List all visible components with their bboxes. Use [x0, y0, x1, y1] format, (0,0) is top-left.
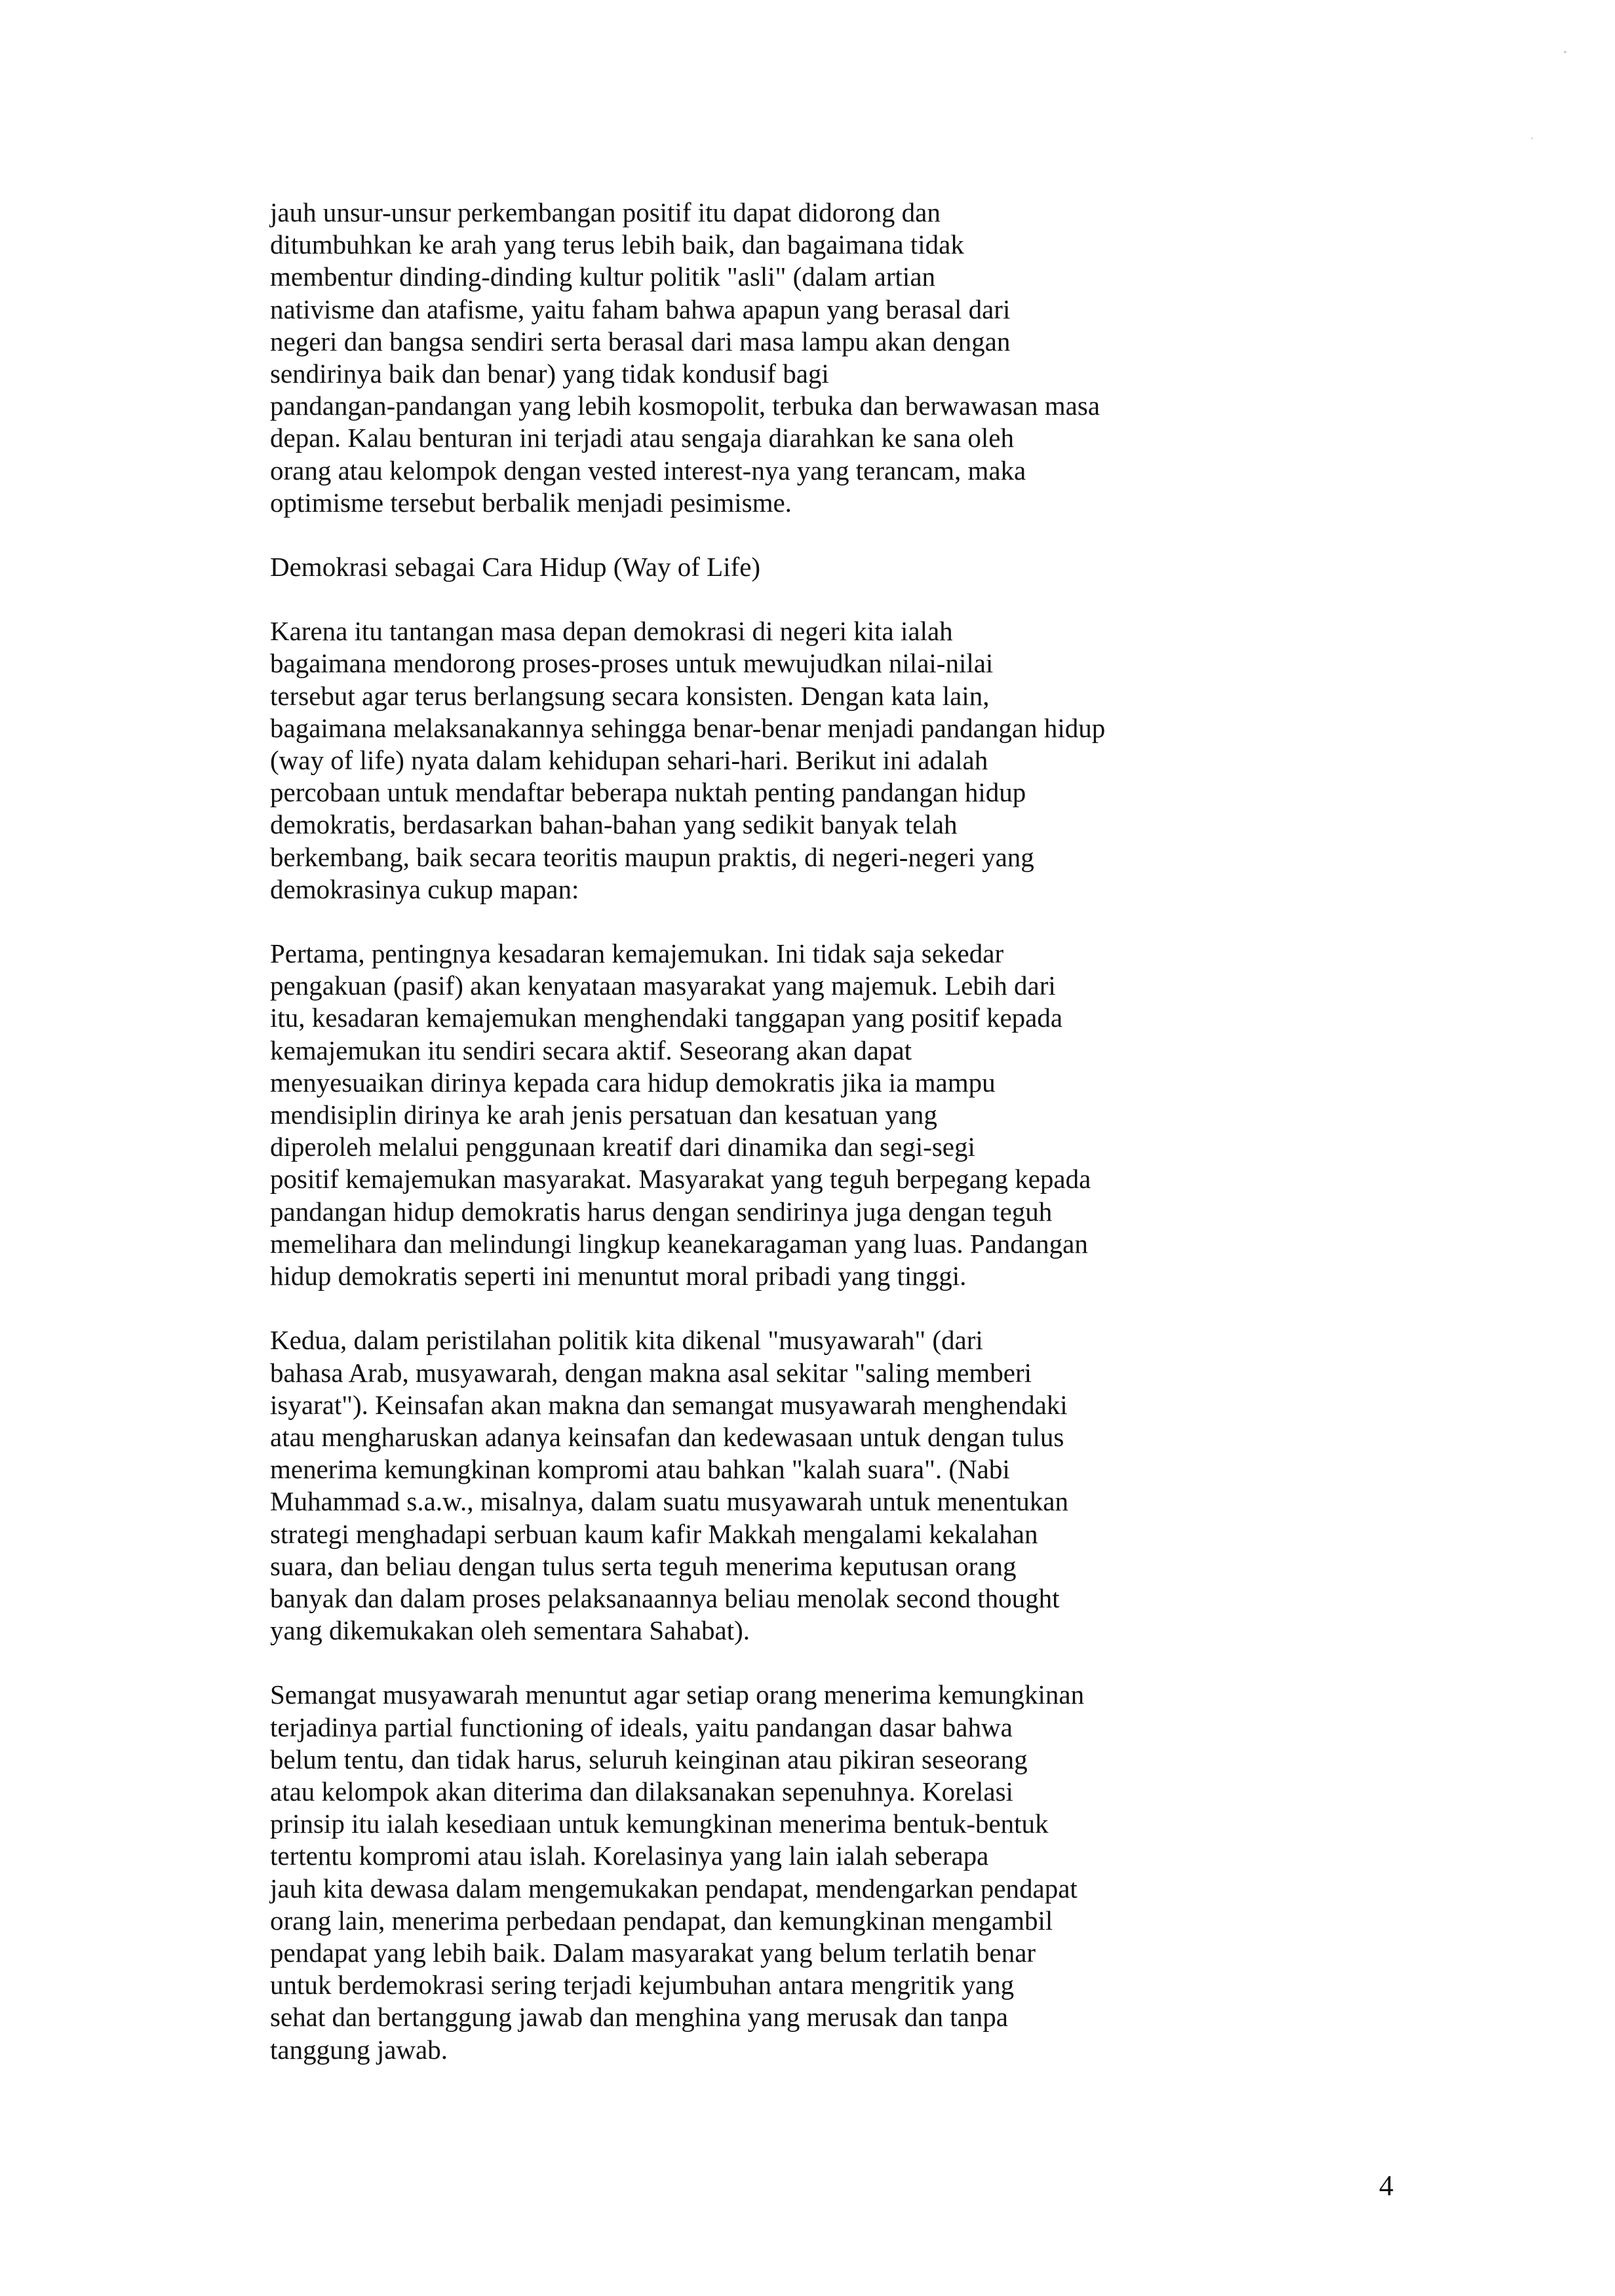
text-line: pandangan hidup demokratis harus dengan sendirinya juga dengan teguh — [270, 1196, 1053, 1227]
text-line: nativisme dan atafisme, yaitu faham bahwa apapun yang berasal dari — [270, 294, 1011, 324]
paragraph-gap — [270, 906, 1175, 938]
text-line: tanggung jawab. — [270, 2034, 448, 2065]
text-line: optimisme tersebut berbalik menjadi pesimisme. — [270, 487, 792, 518]
text-line: pandangan-pandangan yang lebih kosmopolit, terbuka dan berwawasan masa — [270, 391, 1100, 421]
paragraph-pertama — [270, 938, 1175, 1292]
text-line: sendirinya baik dan benar) yang tidak kondusif bagi — [270, 358, 829, 389]
text-line: pendapat yang lebih baik. Dalam masyarakat yang belum terlatih benar — [270, 1937, 1036, 1968]
text-line: demokrasinya cukup mapan: — [270, 873, 579, 904]
section-heading: Demokrasi sebagai Cara Hidup (Way of Life) — [270, 552, 761, 583]
text-line: depan. Kalau benturan ini terjadi atau sengaja diarahkan ke sana oleh — [270, 423, 1014, 453]
text-line: bahasa Arab, musyawarah, dengan makna asal sekitar "saling memberi — [270, 1357, 1032, 1388]
text-line: hidup demokratis seperti ini menuntut moral pribadi yang tinggi. — [270, 1261, 967, 1292]
text-line: strategi menghadapi serbuan kaum kafir Makkah mengalami kekalahan — [270, 1518, 1038, 1549]
text-line: isyarat"). Keinsafan akan makna dan semangat musyawarah menghendaki — [270, 1389, 1068, 1420]
paragraph-gap — [270, 519, 1175, 551]
text-line: belum tentu, dan tidak harus, seluruh keinginan atau pikiran seseorang — [270, 1744, 1028, 1774]
text-line: demokratis, berdasarkan bahan-bahan yang sedikit banyak telah — [270, 809, 958, 840]
text-line: tertentu kompromi atau islah. Korelasinya yang lain ialah seberapa — [270, 1841, 989, 1871]
text-line: mendisiplin dirinya ke arah jenis persatuan dan kesatuan yang — [270, 1100, 937, 1130]
text-line: (way of life) nyata dalam kehidupan sehari-hari. Berikut ini adalah — [270, 745, 988, 776]
text-line: jauh unsur-unsur perkembangan positif itu dapat didorong dan — [270, 197, 941, 227]
intro-paragraph — [270, 197, 1175, 519]
text-line: bagaimana mendorong proses-proses untuk mewujudkan nilai-nilai — [270, 648, 994, 679]
paragraph-gap — [270, 1292, 1175, 1324]
text-line: orang atau kelompok dengan vested interest-nya yang terancam, maka — [270, 455, 1026, 486]
text-line: jauh kita dewasa dalam mengemukakan pendapat, mendengarkan pendapat — [270, 1873, 1078, 1904]
text-line: banyak dan dalam proses pelaksanaannya beliau menolak second thought — [270, 1582, 1060, 1613]
body-text — [270, 197, 1175, 2066]
text-line: suara, dan beliau dengan tulus serta teguh menerima keputusan orang — [270, 1550, 1017, 1581]
text-line: menerima kemungkinan kompromi atau bahkan "kalah suara". (Nabi — [270, 1454, 1010, 1485]
text-line: Pertama, pentingnya kesadaran kemajemukan. Ini tidak saja sekedar — [270, 938, 1004, 969]
text-line: Kedua, dalam peristilahan politik kita dikenal "musyawarah" (dari — [270, 1325, 983, 1356]
text-line: sehat dan bertanggung jawab dan menghina yang merusak dan tanpa — [270, 2002, 1008, 2033]
text-line: orang lain, menerima perbedaan pendapat, dan kemungkinan mengambil — [270, 1905, 1053, 1936]
text-line: menyesuaikan dirinya kepada cara hidup demokratis jika ia mampu — [270, 1067, 996, 1098]
text-line: Karena itu tantangan masa depan demokrasi di negeri kita ialah — [270, 616, 953, 647]
page-number: 4 — [1379, 2170, 1393, 2202]
text-line: bagaimana melaksanakannya sehingga benar-benar menjadi pandangan hidup — [270, 712, 1106, 743]
text-line: ditumbuhkan ke arah yang terus lebih baik, dan bagaimana tidak — [270, 229, 964, 260]
scan-mark — [1564, 51, 1566, 53]
text-line: negeri dan bangsa sendiri serta berasal dari masa lampu akan dengan — [270, 326, 1011, 356]
text-line: diperoleh melalui penggunaan kreatif dari dinamika dan segi-segi — [270, 1132, 975, 1162]
paragraph-semangat-musyawarah — [270, 1679, 1175, 2065]
text-line: atau mengharuskan adanya keinsafan dan kedewasaan untuk dengan tulus — [270, 1421, 1064, 1452]
paragraph-gap — [270, 583, 1175, 615]
text-line: atau kelompok akan diterima dan dilaksanakan sepenuhnya. Korelasi — [270, 1776, 1013, 1807]
text-line: Semangat musyawarah menuntut agar setiap orang menerima kemungkinan — [270, 1679, 1085, 1710]
text-line: terjadinya partial functioning of ideals, yaitu pandangan dasar bahwa — [270, 1712, 1013, 1742]
text-line: positif kemajemukan masyarakat. Masyarakat yang teguh berpegang kepada — [270, 1164, 1091, 1195]
text-line: untuk berdemokrasi sering terjadi kejumbuhan antara mengritik yang — [270, 1970, 1015, 2000]
text-line: tersebut agar terus berlangsung secara konsisten. Dengan kata lain, — [270, 680, 990, 711]
text-line: prinsip itu ialah kesediaan untuk kemungkinan menerima bentuk-bentuk — [270, 1808, 1049, 1839]
paragraph-gap — [270, 1647, 1175, 1679]
text-line: itu, kesadaran kemajemukan menghendaki tanggapan yang positif kepada — [270, 1003, 1063, 1033]
text-line: pengakuan (pasif) akan kenyataan masyarakat yang majemuk. Lebih dari — [270, 970, 1056, 1001]
text-line: yang dikemukakan oleh sementara Sahabat). — [270, 1615, 750, 1646]
paragraph-kedua — [270, 1324, 1175, 1647]
text-line: percobaan untuk mendaftar beberapa nuktah penting pandangan hidup — [270, 777, 1026, 808]
text-line: kemajemukan itu sendiri secara aktif. Seseorang akan dapat — [270, 1035, 912, 1065]
text-line: Muhammad s.a.w., misalnya, dalam suatu musyawarah untuk menentukan — [270, 1486, 1068, 1517]
text-line: membentur dinding-dinding kultur politik "asli" (dalam artian — [270, 261, 936, 292]
scan-mark — [1531, 138, 1533, 139]
text-line: memelihara dan melindungi lingkup keanekaragaman yang luas. Pandangan — [270, 1228, 1088, 1259]
text-line: berkembang, baik secara teoritis maupun praktis, di negeri-negeri yang — [270, 841, 1034, 872]
paragraph-way-of-life — [270, 615, 1175, 906]
